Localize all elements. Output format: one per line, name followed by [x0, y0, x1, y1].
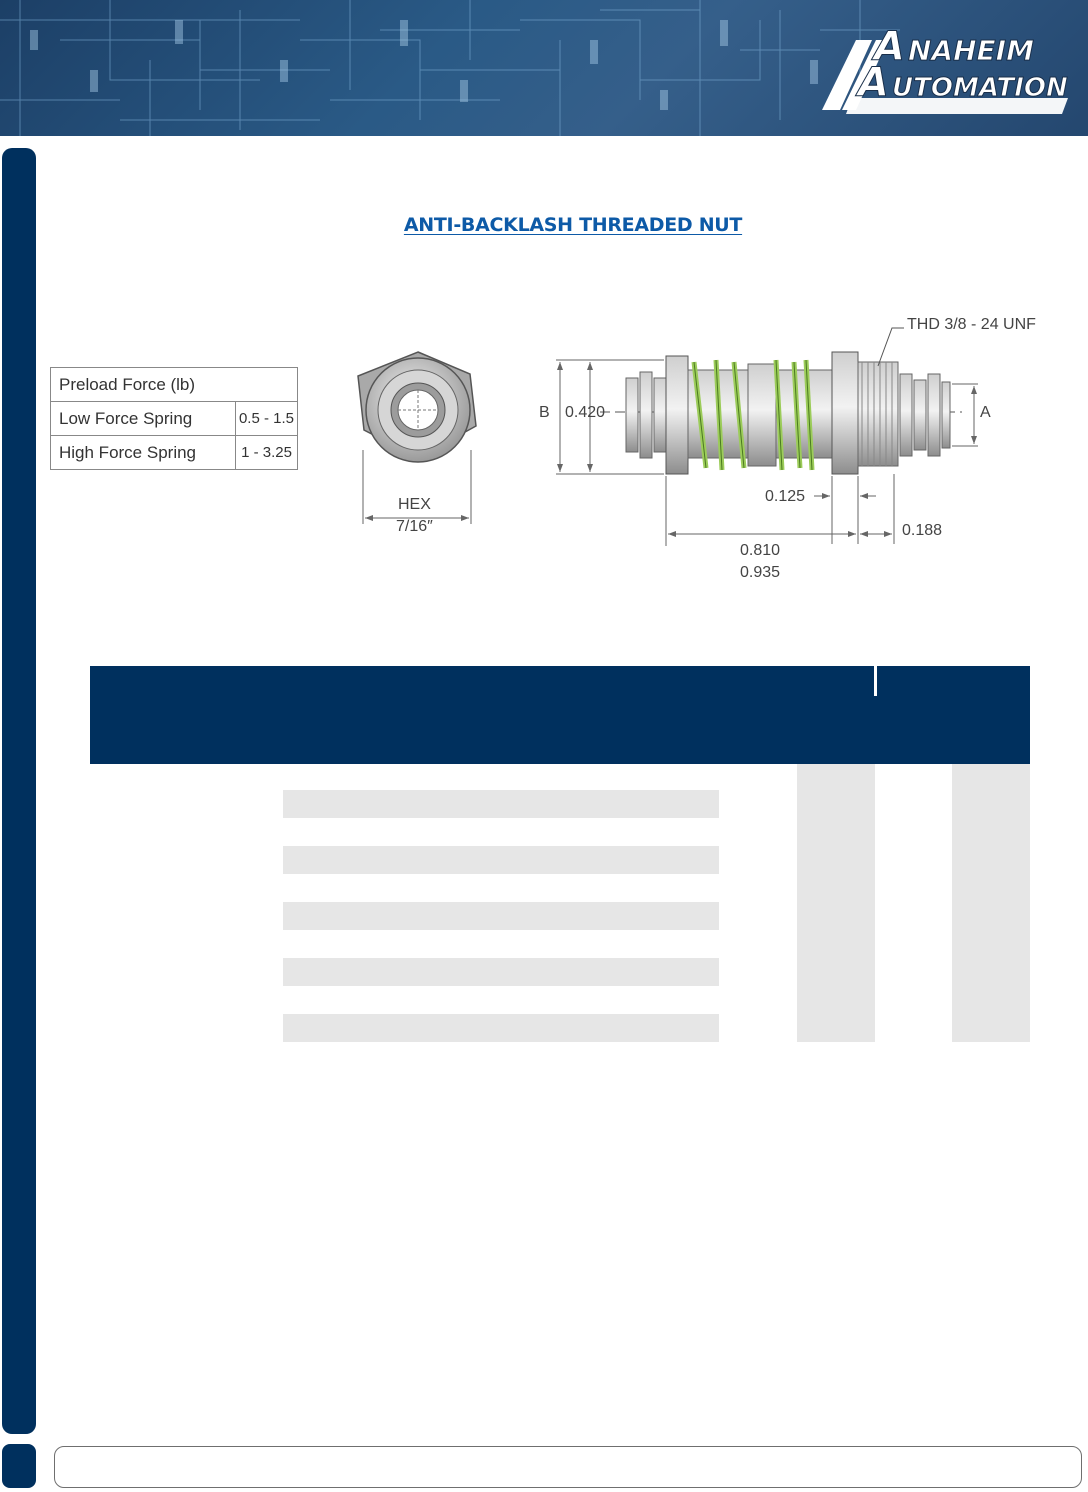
dim-length-1: 0.810: [740, 542, 781, 559]
table-column-band: [952, 764, 1030, 1042]
dim-flange: 0.125: [765, 488, 806, 505]
table-row: [283, 958, 719, 986]
spec-table-header: [90, 696, 1030, 764]
table-column-band: [797, 764, 875, 1042]
footer-box: [54, 1446, 1082, 1488]
dim-thread-length: 0.188: [902, 522, 943, 539]
dim-label-a: A: [980, 404, 991, 421]
logo-cap-a2: A: [858, 60, 889, 106]
hex-size-label: 7/16″: [396, 518, 433, 535]
header-divider: [874, 666, 877, 696]
dim-length-2: 0.935: [740, 564, 781, 581]
row-value: 0.5 - 1.5: [236, 402, 298, 436]
row-value: 1 - 3.25: [236, 436, 298, 470]
dim-label-b: B: [539, 404, 550, 421]
preload-header: Preload Force (lb): [51, 368, 298, 402]
footer-tab: [2, 1444, 36, 1488]
hex-label: HEX: [398, 496, 431, 513]
dim-diameter: 0.420: [565, 404, 606, 421]
side-view: [556, 328, 978, 546]
technical-drawing: [0, 300, 1088, 600]
row-label: Low Force Spring: [51, 402, 236, 436]
table-row: [283, 902, 719, 930]
table-row: [283, 846, 719, 874]
anaheim-automation-logo: [812, 10, 1074, 122]
table-row: [283, 790, 719, 818]
row-label: High Force Spring: [51, 436, 236, 470]
logo-word-naheim: NAHEIM: [908, 34, 1034, 67]
header-banner: [0, 0, 1088, 136]
page-title: ANTI-BACKLASH THREADED NUT: [403, 214, 743, 236]
spec-table-header-top: [90, 666, 1030, 696]
logo-cap-a1: A: [874, 24, 905, 70]
logo-word-utomation: UTOMATION: [892, 73, 1068, 103]
table-row: [283, 1014, 719, 1042]
thread-label: THD 3/8 - 24 UNF: [907, 316, 1036, 333]
